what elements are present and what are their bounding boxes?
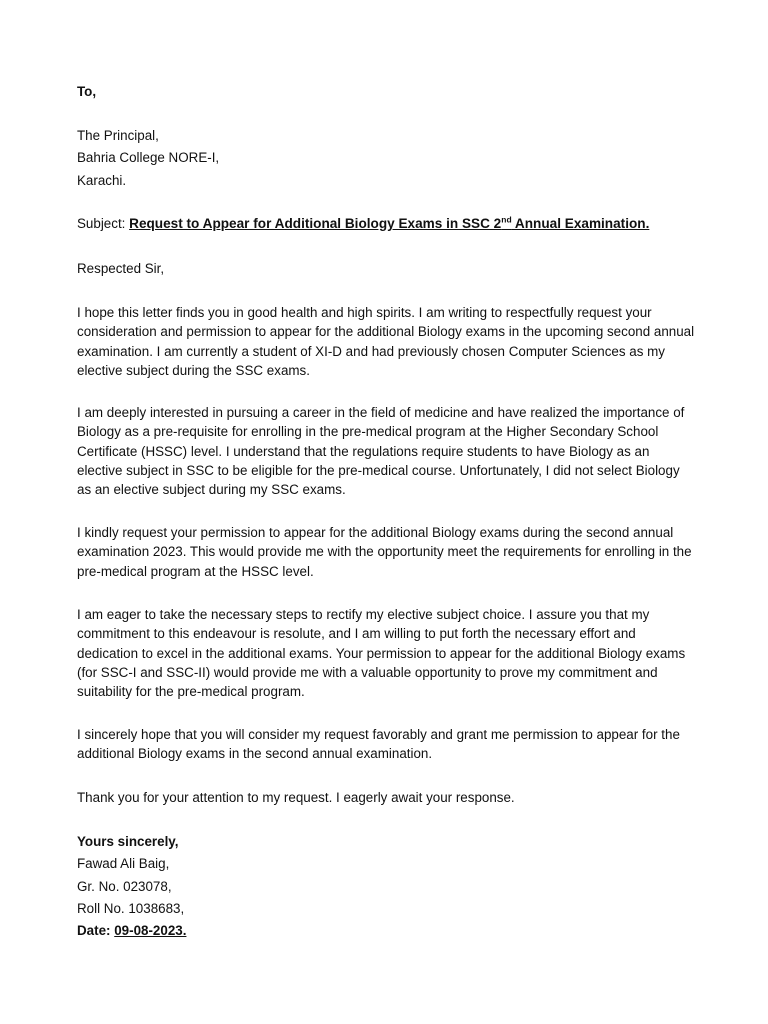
sender-gr-number: Gr. No. 023078, [77,879,172,894]
sender-name: Fawad Ali Baig, [77,856,170,871]
subject-label: Subject: [77,216,126,231]
body-paragraph-2: I am deeply interested in pursuing a career in the field of medicine and have realized the importance of Biology as a pre-requisite for enrolling in the pre-medical program at the Higher Secondary School Certificate (HSSC) level. I understand that the regulations require students to have Biology as an elective subject in SSC to be eligible for the pre-medical course. Unfortunately, I did not select Biology as an elective subject during my SSC exams. [77,405,685,498]
closing: Yours sincerely, [77,834,179,849]
recipient-title: The Principal, [77,128,159,143]
body-paragraph-5: I sincerely hope that you will consider my request favorably and grant me permission to appear for the additional Biology exams in the second annual examination. [77,727,680,762]
subject-superscript: nd [501,214,512,225]
date-value: 09-08-2023. [114,923,187,938]
body-paragraph-3: I kindly request your permission to appear for the additional Biology exams during the second annual examination 2023. This would provide me with the opportunity meet the requirements for enrolling in the pre-medical program at the HSSC level. [77,525,692,579]
body-paragraph-6: Thank you for your attention to my request. I eagerly await your response. [77,790,515,805]
subject-text-end: Annual Examination. [511,216,650,231]
to-line: To, [77,84,97,99]
greeting: Respected Sir, [77,261,165,276]
body-paragraph-4: I am eager to take the necessary steps to rectify my elective subject choice. I assure you that my commitment to this endeavour is resolute, and I am willing to put forth the necessary effort and dedication to excel in the additional exams. Your permission to appear for the additional Biology exams (for SSC-I and SSC-II) would provide me with a valuable opportunity to prove my commitment and suitability for the pre-medical program. [77,607,686,700]
sender-roll-number: Roll No. 1038683, [77,901,185,916]
body-paragraph-1: I hope this letter finds you in good health and high spirits. I am writing to respectfully request your consideration and permission to appear for the additional Biology exams in the upcoming second annual examination. I am currently a student of XI-D and had previously chosen Computer Sciences as my elective subject during the SSC exams. [77,305,695,378]
date-line [77,921,697,940]
date-label: Date: [77,923,111,938]
subject-line [77,214,697,233]
subject-text-main: Request to Appear for Additional Biology Exams in SSC 2 [129,216,502,231]
recipient-institution: Bahria College NORE-I, [77,150,220,165]
recipient-city: Karachi. [77,173,127,188]
subject-text [129,216,649,231]
